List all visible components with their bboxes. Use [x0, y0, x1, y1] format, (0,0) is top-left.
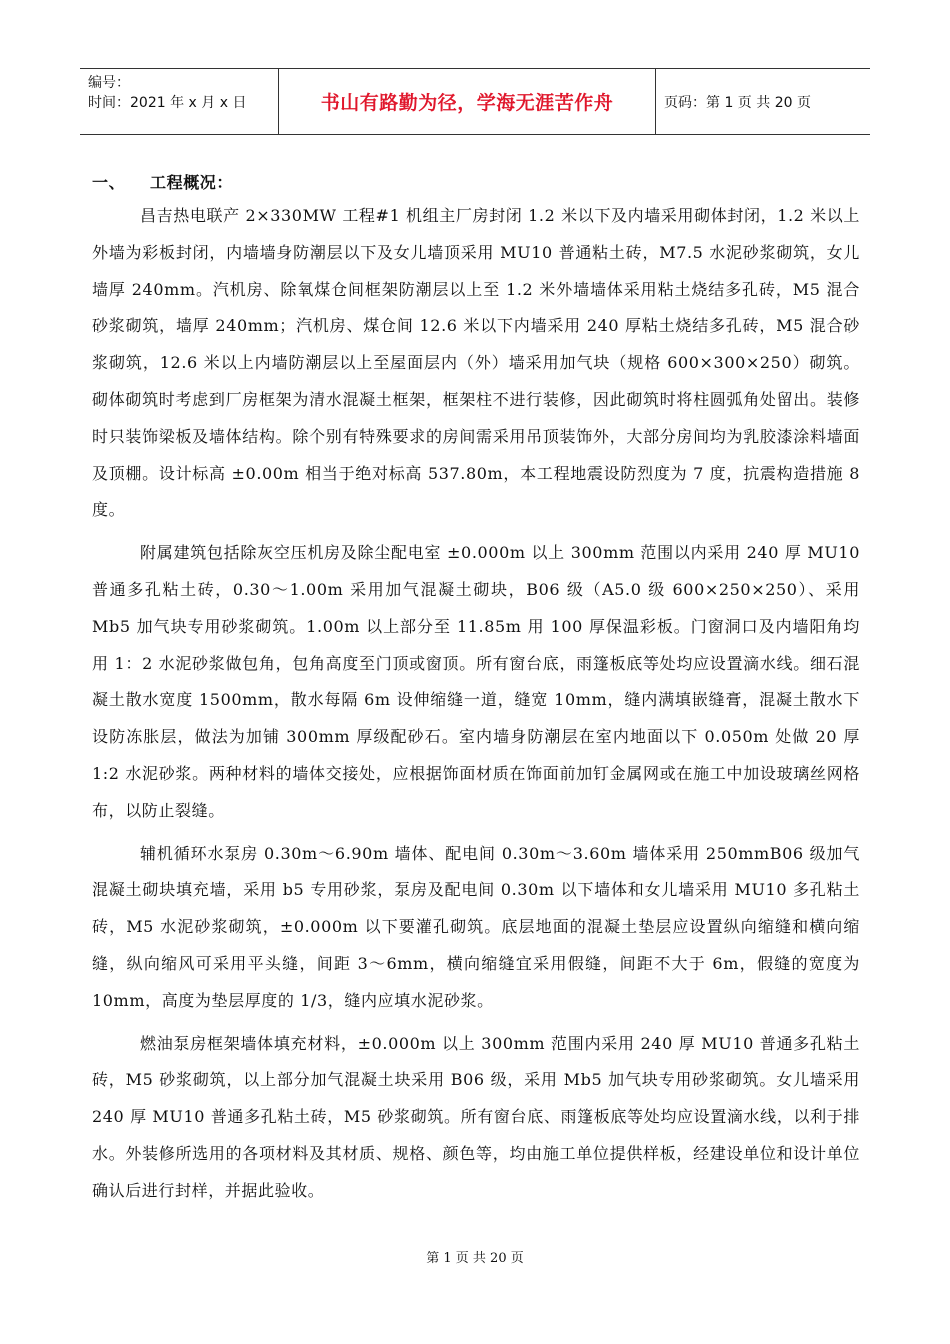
section-number: 一、	[92, 173, 126, 192]
paragraph-pump-house: 辅机循环水泵房 0.30m～6.90m 墙体、配电间 0.30m～3.60m 墙体采用 250mmB06 级加气混凝土砌块填充墙，采用 b5 专用砂浆，泵房及配电间 0.30m 以下墙体和女儿墙采用 MU10 多孔粘土砖，M5 水泥砂浆砌筑，±0.000m 以下要灌孔砌筑。底层地面的混凝土垫层应设置纵向缩缝和横向缩缝，纵向缩风可采用平头缝，间距 3～6mm，横向缩缝宜采用假缝，间距不大于 6m，假缝的宽度为 10mm，高度为垫层厚度的 1/3，缝内应填水泥砂浆。	[92, 843, 860, 1010]
paragraph-auxiliary-buildings: 附属建筑包括除灰空压机房及除尘配电室 ±0.000m 以上 300mm 范围以内采用 240 厚 MU10 普通多孔粘土砖，0.30～1.00m 采用加气混凝土砌块，B06 级（A5.0 级 600×250×250）、采用 Mb5 加气块专用砂浆砌筑。1.00m 以上部分至 11.85m 用 100 厚保温彩板。门窗洞口及内墙阳角均用 1：2 水泥砂浆做包角，包角高度至门顶或窗顶。所有窗台底，雨篷板底等处均应设置滴水线。细石混凝土散水宽度 1500mm，散水每隔 6m 设伸缩缝一道，缝宽 10mm，缝内满填嵌缝膏，混凝土散水下设防冻胀层，做法为加铺 300mm 厚级配砂石。室内墙身防潮层在室内地面以下 0.050m 处做 20 厚 1:2 水泥砂浆。两种材料的墙体交接处，应根据饰面材质在饰面前加钉金属网或在施工中加设玻璃丝网格布，以防止裂缝。	[92, 543, 860, 820]
document-body	[92, 168, 860, 1210]
document-number-label: 编号：	[88, 75, 130, 91]
document-header	[80, 68, 870, 135]
document-time-label: 时间：2021 年 x 月 x 日	[88, 95, 247, 111]
paragraph-oil-pump-house: 燃油泵房框架墙体填充材料，±0.000m 以上 300mm 范围内采用 240 厚 MU10 普通多孔粘土砖，M5 砂浆砌筑，以上部分加气混凝土块采用 B06 级，采用 Mb5 加气块专用砂浆砌筑。女儿墙采用 240 厚 MU10 普通多孔粘土砖，M5 砂浆砌筑。所有窗台底、雨篷板底等处均应设置滴水线，以利于排水。外装修所选用的各项材料及其材质、规格、颜色等，均由施工单位提供样板，经建设单位和设计单位确认后进行封样，并据此验收。	[92, 1033, 860, 1200]
header-motto: 书山有路勤为径，学海无涯苦作舟	[279, 69, 656, 134]
header-page-label: 页码：第 1 页 共 20 页	[664, 94, 811, 111]
section-heading	[92, 168, 860, 198]
page-footer: 第 1 页 共 20 页	[426, 1251, 524, 1266]
section-title: 工程概况：	[150, 173, 234, 192]
paragraph-main-building: 昌吉热电联产 2×330MW 工程#1 机组主厂房封闭 1.2 米以下及内墙采用砌体封闭，1.2 米以上外墙为彩板封闭，内墙墙身防潮层以下及女儿墙顶采用 MU10 普通粘土砖，M7.5 水泥砂浆砌筑，女儿墙厚 240mm。汽机房、除氧煤仓间框架防潮层以上至 1.2 米外墙墙体采用粘土烧结多孔砖，M5 混合砂浆砌筑，墙厚 240mm；汽机房、煤仓间 12.6 米以下内墙采用 240 厚粘土烧结多孔砖，M5 混合砂浆砌筑，12.6 米以上内墙防潮层以上至屋面层内（外）墙采用加气块（规格 600×300×250）砌筑。砌体砌筑时考虑到厂房框架为清水混凝土框架，框架柱不进行装修，因此砌筑时将柱圆弧角处留出。装修时只装饰梁板及墙体结构。除个别有特殊要求的房间需采用吊顶装饰外，大部分房间均为乳胶漆涂料墙面及顶棚。设计标高 ±0.00m 相当于绝对标高 537.80m，本工程地震设防烈度为 7 度，抗震构造措施 8 度。	[92, 206, 860, 520]
header-meta	[80, 69, 279, 134]
